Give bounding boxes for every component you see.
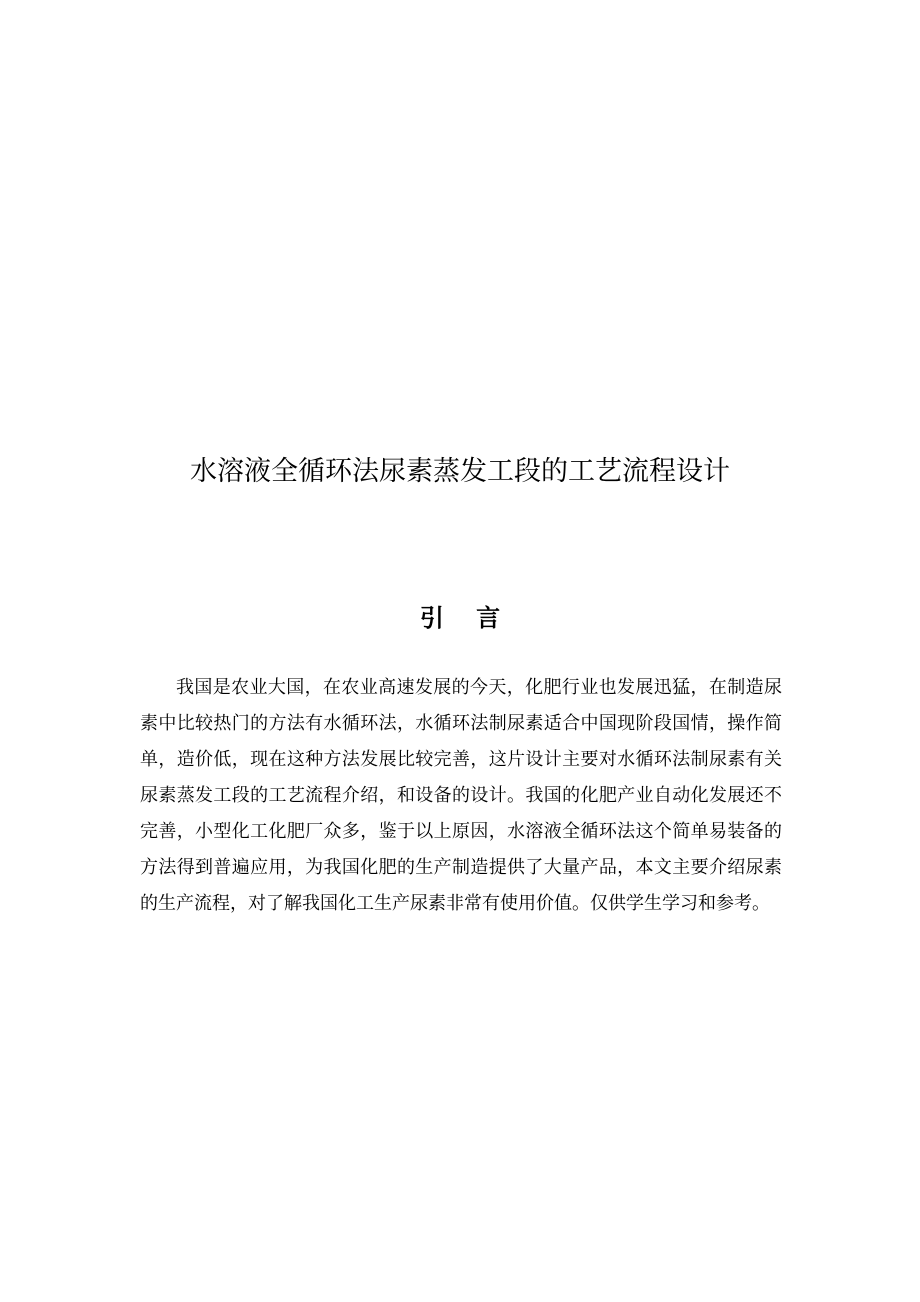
- section-heading-introduction: 引 言: [419, 603, 513, 632]
- document-title: 水溶液全循环法尿素蒸发工段的工艺流程设计: [190, 456, 730, 487]
- intro-paragraph: 我国是农业大国，在农业高速发展的今天，化肥行业也发展迅猛，在制造尿素中比较热门的方法有水循环法，水循环法制尿素适合中国现阶段国情，操作简单，造价低，现在这种方法发展比较完善，这片设计主要对水循环法制尿素有关尿素蒸发工段的工艺流程介绍，和设备的设计。我国的化肥产业自动化发展还不完善，小型化工化肥厂众多，鉴于以上原因，水溶液全循环法这个简单易装备的方法得到普遍应用，为我国化肥的生产制造提供了大量产品，本文主要介绍尿素的生产流程，对了解我国化工生产尿素非常有使用价值。仅供学生学习和参考。: [140, 677, 782, 914]
